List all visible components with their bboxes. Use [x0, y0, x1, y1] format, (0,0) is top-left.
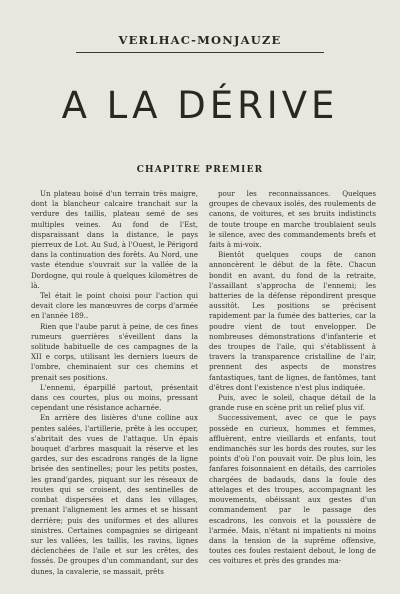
paragraph: Un plateau boisé d'un terrain très maigre, dont la blancheur calcaire tranchait sur la verdure des taillis, plateau semé de ses multiples veines. Au fond de l'Est, disparaissant dans la distance, le pays pierreux de Lot. Au Sud, à l'Ouest, le Périgord dans la continuation des forêts. Au Nord, une vaste étendue s'ouvrait sur la vallée de la Dordogne, qui roule à quelques kilomètres de là.	[31, 189, 198, 290]
paragraph: Puis, avec le soleil, chaque détail de la grande ruse en scène prit un relief plus vif.	[209, 393, 376, 413]
paragraph: Bientôt quelques coups de canon annoncèrent le début de la fête. Chacun bondit en avant, du fond de la retraite, l'assaillant s'approcha de l'ennemi; les batteries de la défense répondirent presque aussitôt. Les positions se précisent rapidement par la fumée des batteries, car la poudre vient de tout envelopper. De nombreuses démonstrations d'infanterie et des troupes de l'aile, qui s'établissent à travers la transparence cristalline de l'air, prennent des aspects de monstres fantastiques, tant de lignes, de fantômes, tant d'êtres dont l'existence n'est plus indiquée.	[209, 250, 376, 392]
page-title: A LA DÉRIVE	[61, 84, 339, 127]
text-column-left	[31, 189, 198, 587]
paragraph: Successivement, avec ce que le pays possède en curieux, hommes et femmes, affluèrent, entre vieillards et enfants, tout endimanchés sur les bords des routes, sur les points d'où l'on pouvait voir. De plus loin, les fanfares foisonnaient en détails, des carrioles chargées de badauds, dans la foule des attelages et des troupes, accompagnant les mouvements, obéissant aux gestes d'un commandement par le passage des escadrons, les convois et la poussière de l'armée. Mais, n'étant ni impatients ni moins dans la tension de la suprême offensive, toutes ces foules restaient debout, le long de ces voitures et près des grandes ma-	[209, 413, 376, 566]
running-header-author: VERLHAC-MONJAUZE	[118, 33, 282, 47]
header-divider	[76, 52, 324, 53]
paragraph: pour les reconnaissances. Quelques groupes de chevaux isolés, des roulements de canons, de voitures, et ses bruits indistincts de toute troupe en marche troublaient seuls le silence, avec des commandements brefs et faits à mi-voix.	[209, 189, 376, 250]
paragraph: L'ennemi, éparpillé partout, présentait dans ces courtes, plus ou moins, pressant cependant une résistance acharnée.	[31, 382, 198, 413]
paragraph: Rien que l'aube parut à peine, de ces fines rumeurs guerrières s'éveillent dans la solitude habituelle de ces campagnes de la XII e corps, utilisant les derniers lueurs de l'ombre, cheminaient sur ces chemins et prenait ses positions.	[31, 321, 198, 382]
chapter-heading: CHAPITRE PREMIER	[136, 165, 264, 175]
text-column-right	[209, 189, 376, 587]
paragraph: Tel était le point choisi pour l'action qui devait clore les manœuvres de corps d'armée en l'année 189..	[31, 291, 198, 321]
paragraph: En arrière des lisières d'une colline aux pentes salées, l'artillerie, prête à les occuper, s'abritait des vues de l'attaque. Un épais bouquet d'arbres masquait la réserve et les gardes, sur des escadrons rangés de la ligne brisée des sentinelles; pour les petits postes, les grand'gardes, piquant sur les réseaux de routes qui se croisent, des sentinelles de combat dispersées et dans les villages, prenant l'alignement les armes et se hissant derrière; puis des uniformes et des allures sinistres. Certaines compagnies se dirigeant sur les vallées, les taillis, les ravins, lignes déclenchées de l'aile et sur les crêtes, des fossés. De groupes d'un commandant, sur des dunes, la cavalerie, se massait, prêts	[31, 413, 198, 576]
